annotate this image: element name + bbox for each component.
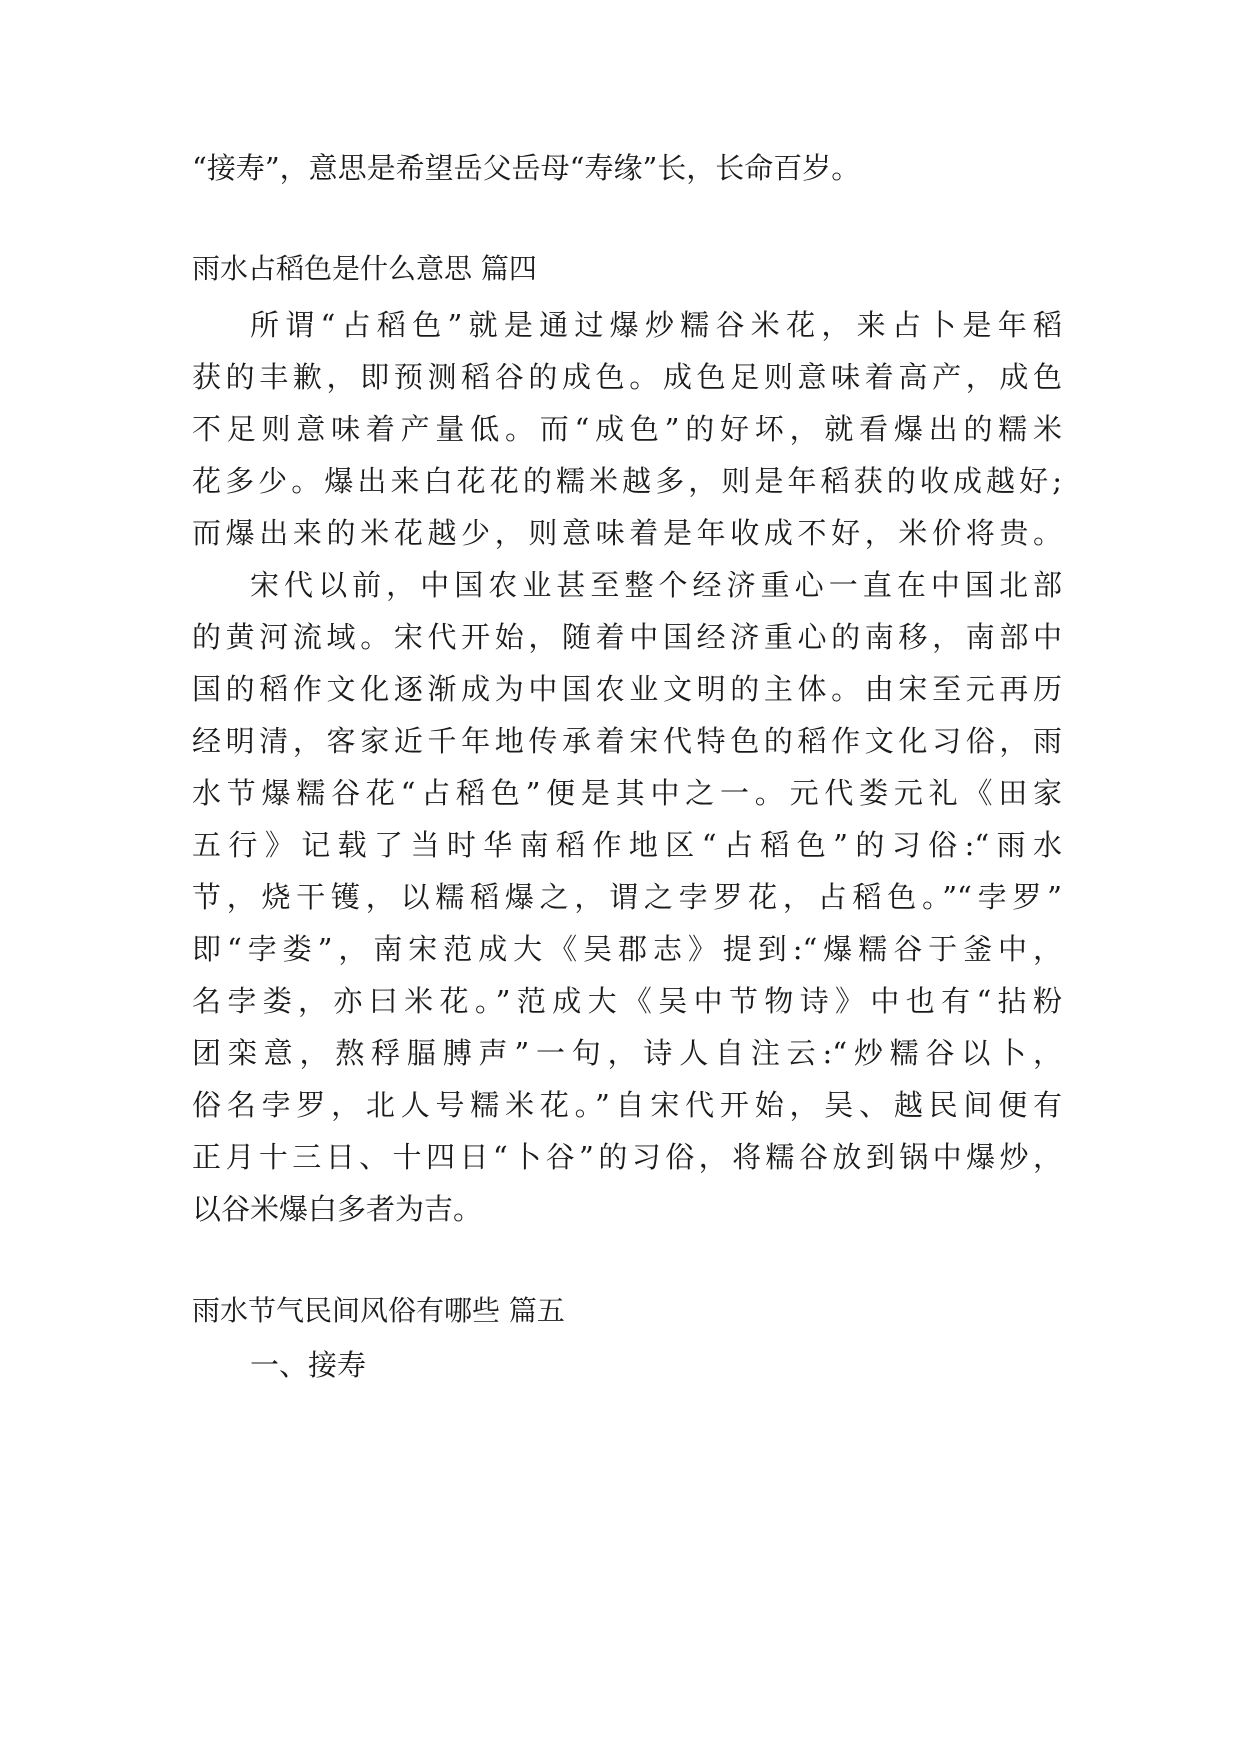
continuation-line: “接寿”，意思是希望岳父岳母“寿缘”长，长命百岁。: [192, 151, 861, 185]
section-five-heading: 雨水节气民间风俗有哪些 篇五: [192, 1294, 565, 1327]
paragraph-line: 所谓“占稻色”就是通过爆炒糯谷米花，来占卜是年稻: [250, 308, 1062, 342]
section-four-heading: 雨水占稻色是什么意思 篇四: [192, 252, 537, 285]
paragraph-line: 的黄河流域。宋代开始，随着中国经济重心的南移，南部中: [192, 620, 1062, 654]
paragraph-line: 正月十三日、十四日“卜谷”的习俗，将糯谷放到锅中爆炒，: [192, 1140, 1062, 1174]
paragraph-line: 俗名孛罗，北人号糯米花。”自宋代开始，吴、越民间便有: [192, 1088, 1062, 1122]
paragraph-line: 获的丰歉，即预测稻谷的成色。成色足则意味着高产，成色: [192, 360, 1062, 394]
paragraph-line: 国的稻作文化逐渐成为中国农业文明的主体。由宋至元再历: [192, 672, 1062, 706]
list-item: 一、接寿: [250, 1348, 367, 1382]
paragraph-line: 名孛娄，亦曰米花。”范成大《吴中节物诗》中也有“拈粉: [192, 984, 1062, 1018]
paragraph-line: 即“孛娄”，南宋范成大《吴郡志》提到:“爆糯谷于釜中，: [192, 932, 1062, 966]
paragraph-line: 花多少。爆出来白花花的糯米越多，则是年稻获的收成越好;: [192, 464, 1062, 498]
paragraph-line: 五行》记载了当时华南稻作地区“占稻色”的习俗:“雨水: [192, 828, 1062, 862]
paragraph-line: 团栾意，熬稃腷膊声”一句，诗人自注云:“炒糯谷以卜，: [192, 1036, 1062, 1070]
paragraph-line: 经明清，客家近千年地传承着宋代特色的稻作文化习俗，雨: [192, 724, 1062, 758]
paragraph-line: 水节爆糯谷花“占稻色”便是其中之一。元代娄元礼《田家: [192, 776, 1062, 810]
paragraph-line: 而爆出来的米花越少，则意味着是年收成不好，米价将贵。: [192, 516, 1062, 550]
paragraph-line: 节，烧干镬，以糯稻爆之，谓之孛罗花，占稻色。”“孛罗”: [192, 880, 1062, 914]
paragraph-line: 以谷米爆白多者为吉。: [192, 1192, 483, 1226]
paragraph-line: 不足则意味着产量低。而“成色”的好坏，就看爆出的糯米: [192, 412, 1062, 446]
paragraph-line: 宋代以前，中国农业甚至整个经济重心一直在中国北部: [250, 568, 1062, 602]
